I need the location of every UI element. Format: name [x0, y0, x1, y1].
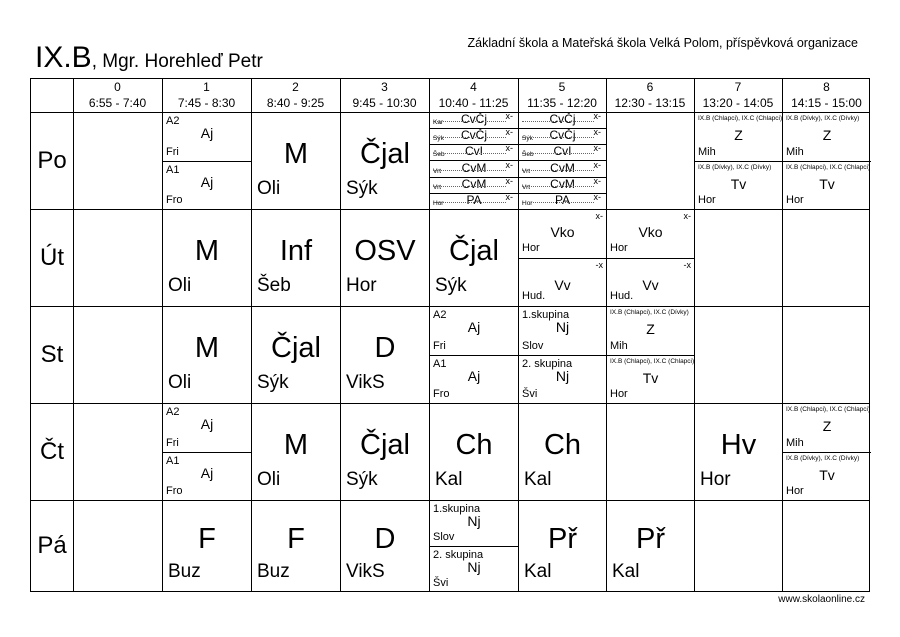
lesson-teacher: Buz — [168, 561, 201, 582]
dotted-divider — [433, 153, 506, 154]
lesson-teacher: Fri — [166, 145, 179, 158]
lesson-subject: Tv — [819, 175, 835, 192]
period-number: 4 — [470, 80, 477, 94]
class-name: IX.B — [35, 41, 92, 74]
lesson-cell[interactable] — [163, 162, 251, 211]
dotted-divider — [522, 121, 594, 122]
period-number: 7 — [734, 80, 742, 94]
lesson-subject: CvM — [461, 176, 487, 191]
lesson-teacher: Vrt — [522, 167, 531, 175]
lesson-subject: Aj — [200, 416, 214, 432]
dotted-divider — [522, 202, 594, 203]
lesson-cell[interactable] — [252, 113, 340, 210]
lesson-cell[interactable] — [252, 501, 340, 593]
lesson-cell[interactable] — [163, 307, 251, 404]
lesson-cell[interactable] — [430, 210, 518, 307]
lesson-group: IX.B (Dívky), IX.C (Dívky) — [786, 454, 860, 462]
lesson-group: 2. skupina — [433, 549, 484, 561]
lesson-subject: Ch — [543, 428, 582, 461]
lesson-teacher: Švi — [433, 577, 449, 589]
lesson-teacher: Hud. — [522, 290, 546, 302]
lesson-mark: -x — [595, 259, 603, 270]
lesson-cell[interactable] — [519, 501, 606, 593]
day-label: Čt — [40, 437, 64, 465]
lesson-cell[interactable] — [163, 404, 251, 453]
period-time: 14:15 - 15:00 — [791, 96, 862, 110]
period-time: 7:45 - 8:30 — [177, 96, 236, 110]
lesson-teacher: Oli — [168, 372, 192, 393]
period-number: 6 — [646, 80, 654, 94]
lesson-teacher: Hor — [346, 275, 377, 296]
lesson-subject: Z — [822, 418, 832, 434]
lesson-subject: Z — [646, 321, 655, 337]
lesson-teacher: Mih — [786, 145, 804, 158]
lesson-teacher: Fro — [433, 388, 450, 400]
lesson-subject: CvM — [550, 176, 575, 191]
lesson-teacher: Fro — [166, 194, 183, 206]
day-label: Po — [37, 146, 67, 174]
lesson-subject: PA — [554, 192, 571, 207]
lesson-teacher: Fri — [433, 339, 446, 352]
day-label: Pá — [37, 532, 67, 559]
lesson-mark: x- — [505, 191, 513, 202]
lesson-subject: Hv — [720, 428, 757, 461]
lesson-mark: x- — [593, 127, 601, 138]
lesson-subject: M — [194, 234, 220, 267]
period-time: 13:20 - 14:05 — [702, 96, 774, 110]
lesson-cell[interactable] — [252, 307, 340, 404]
lesson-cell[interactable] — [430, 307, 518, 356]
lesson-subject: Tv — [642, 369, 659, 386]
lesson-group: IX.B (Chlapci), IX.C (Chlapci) — [786, 406, 871, 413]
dotted-divider — [522, 186, 594, 187]
lesson-cell[interactable] — [519, 210, 606, 259]
lesson-mark: x- — [505, 127, 513, 138]
lesson-cell[interactable] — [163, 113, 251, 162]
lesson-cell[interactable] — [519, 356, 606, 405]
lesson-mark: x- — [505, 111, 513, 121]
lesson-group: IX.B (Chlapci), IX.C (Chlapci) — [698, 115, 783, 122]
lesson-cell[interactable] — [783, 404, 871, 453]
lesson-teacher: Hor — [522, 199, 533, 207]
dotted-divider — [433, 121, 506, 122]
lesson-subject: Př — [548, 523, 577, 555]
lesson-group: A1 — [166, 163, 180, 176]
period-number: 2 — [292, 80, 299, 94]
period-time: 8:40 - 9:25 — [266, 96, 325, 110]
lesson-subject: Nj — [467, 559, 481, 575]
lesson-subject: PA — [466, 192, 482, 207]
lesson-group: IX.B (Chlapci), IX.C (Dívky) — [610, 309, 689, 316]
lesson-mark: x- — [593, 175, 601, 186]
period-number: 5 — [558, 80, 566, 94]
lesson-subject: M — [283, 428, 309, 461]
lesson-subject: Vko — [638, 224, 663, 240]
lesson-teacher: Sýk — [522, 135, 533, 143]
lesson-cell[interactable] — [519, 259, 606, 308]
lesson-teacher: Hor — [610, 241, 628, 254]
lesson-group: A1 — [433, 357, 447, 370]
lesson-subject: CvM — [461, 160, 487, 175]
lesson-teacher: Kal — [612, 561, 640, 582]
lesson-subject: Z — [734, 127, 743, 143]
dotted-divider — [522, 137, 594, 138]
lesson-teacher: Šeb — [433, 151, 445, 159]
lesson-subject: Ch — [455, 428, 493, 461]
lesson-mark: x- — [593, 111, 601, 121]
lesson-subject: Čjal — [360, 137, 410, 170]
lesson-teacher: Švi — [522, 388, 538, 400]
period-time: 6:55 - 7:40 — [88, 96, 147, 110]
school-name: Základní škola a Mateřská škola Velká Polom, příspěvková organizace — [467, 36, 858, 50]
lesson-mark: -x — [683, 259, 691, 270]
lesson-subject: Aj — [200, 173, 214, 190]
lesson-teacher: Fro — [166, 485, 183, 497]
lesson-subject: M — [194, 331, 220, 364]
lesson-group: IX.B (Chlapci), IX.C (Chlapci) — [786, 163, 871, 171]
period-time: 12:30 - 13:15 — [614, 96, 686, 110]
lesson-teacher: Buz — [257, 561, 290, 582]
lesson-teacher: Sýk — [435, 275, 467, 296]
dotted-divider — [522, 170, 594, 171]
lesson-teacher: Sýk — [346, 178, 378, 199]
lesson-subject: CvI — [465, 144, 483, 159]
footer-link[interactable]: www.skolaonline.cz — [778, 594, 865, 605]
lesson-teacher: Hor — [522, 241, 540, 254]
class-title — [35, 40, 263, 80]
lesson-teacher: Oli — [257, 469, 281, 490]
lesson-cell[interactable] — [252, 210, 340, 307]
lesson-teacher: Oli — [257, 178, 281, 199]
lesson-teacher: Hor — [700, 469, 731, 490]
dotted-divider — [522, 153, 594, 154]
lesson-subject: Nj — [467, 513, 481, 529]
lesson-subject: Tv — [819, 466, 835, 483]
lesson-subject: Tv — [730, 175, 747, 192]
lesson-teacher: Kar — [433, 119, 444, 127]
lesson-subject: Nj — [555, 319, 570, 335]
lesson-teacher: Hor — [610, 388, 628, 400]
lesson-subject: F — [198, 523, 216, 555]
lesson-teacher: Sýk — [257, 372, 289, 393]
lesson-cell[interactable] — [341, 501, 429, 593]
lesson-cell[interactable] — [607, 210, 694, 259]
lesson-teacher: Hor — [433, 199, 444, 207]
lesson-group: 1.skupina — [522, 309, 570, 321]
lesson-cell[interactable] — [607, 259, 694, 308]
lesson-mark: x- — [593, 159, 601, 170]
lesson-teacher: Šeb — [257, 275, 291, 296]
lesson-subject: Př — [636, 523, 665, 555]
lesson-cell[interactable] — [430, 501, 518, 547]
lesson-cell[interactable] — [430, 356, 518, 405]
lesson-group: A2 — [433, 309, 447, 321]
class-teacher: , Mgr. Horehleď Petr — [91, 51, 263, 72]
lesson-cell[interactable] — [783, 113, 871, 162]
lesson-subject: Vv — [554, 276, 571, 293]
lesson-mark: x- — [505, 159, 513, 170]
lesson-subject: CvM — [550, 160, 575, 175]
period-time: 11:35 - 12:20 — [527, 96, 597, 110]
lesson-cell[interactable] — [341, 210, 429, 307]
lesson-teacher: Hor — [786, 485, 804, 497]
lesson-cell[interactable] — [607, 307, 694, 356]
lesson-cell[interactable] — [341, 404, 429, 501]
lesson-mark: x- — [595, 211, 603, 221]
lesson-teacher: Fri — [166, 436, 179, 449]
lesson-mark: x- — [505, 143, 513, 154]
lesson-teacher: Hor — [698, 194, 716, 206]
lesson-subject: Aj — [467, 367, 481, 384]
lesson-group: IX.B (Dívky), IX.C (Dívky) — [698, 163, 772, 171]
lesson-teacher: VikS — [346, 372, 385, 393]
lesson-teacher: Kal — [435, 469, 463, 490]
lesson-teacher: Vrt — [433, 167, 442, 175]
lesson-teacher: Mih — [786, 436, 804, 449]
dotted-divider — [433, 202, 506, 203]
dotted-divider — [433, 170, 506, 171]
lesson-group: 2. skupina — [522, 357, 573, 370]
lesson-subject: D — [374, 331, 396, 364]
period-number: 8 — [823, 80, 830, 94]
day-label: Út — [40, 243, 64, 271]
lesson-teacher: Šeb — [522, 151, 534, 159]
lesson-cell[interactable] — [430, 547, 518, 593]
lesson-subject: Z — [822, 127, 832, 143]
lesson-subject: Čjal — [449, 234, 499, 267]
lesson-cell[interactable] — [430, 404, 518, 501]
lesson-cell[interactable] — [519, 404, 606, 501]
lesson-group: IX.B (Dívky), IX.C (Dívky) — [786, 115, 860, 122]
lesson-teacher: Kal — [524, 561, 552, 582]
lesson-subject: Čjal — [271, 331, 321, 364]
period-time: 9:45 - 10:30 — [352, 96, 417, 110]
lesson-subject: D — [374, 523, 396, 555]
lesson-subject: Aj — [200, 464, 214, 481]
lesson-cell[interactable] — [341, 307, 429, 404]
grid-col-line — [73, 79, 74, 591]
lesson-group: IX.B (Chlapci), IX.C (Chlapci) — [610, 357, 695, 365]
lesson-subject: M — [283, 137, 309, 170]
lesson-mark: x- — [683, 211, 691, 221]
lesson-teacher: Mih — [610, 339, 628, 352]
lesson-subject: Nj — [555, 367, 570, 384]
period-number: 3 — [381, 80, 388, 94]
dotted-divider — [433, 186, 506, 187]
lesson-cell[interactable] — [695, 113, 782, 162]
lesson-mark: x- — [505, 175, 513, 186]
lesson-teacher: Sýk — [433, 135, 444, 143]
lesson-cell[interactable] — [163, 453, 251, 502]
period-number: 1 — [203, 80, 210, 94]
lesson-teacher: Sýk — [346, 469, 378, 490]
lesson-group: A1 — [166, 454, 180, 467]
lesson-teacher: Slov — [433, 531, 455, 543]
dotted-divider — [433, 137, 506, 138]
lesson-subject: F — [287, 523, 305, 555]
lesson-cell[interactable] — [519, 307, 606, 356]
lesson-subject: Inf — [279, 234, 313, 267]
lesson-subject: CvČj — [461, 128, 487, 143]
lesson-teacher: Hor — [786, 194, 804, 206]
lesson-subject: Aj — [467, 319, 481, 335]
lesson-group: A2 — [166, 115, 180, 127]
lesson-subject: CvČj — [549, 128, 576, 143]
lesson-cell[interactable] — [695, 162, 782, 211]
lesson-subject: OSV — [354, 234, 416, 267]
day-label: St — [40, 340, 64, 368]
lesson-cell[interactable] — [783, 453, 871, 502]
lesson-cell[interactable] — [163, 210, 251, 307]
lesson-teacher: Vrt — [522, 183, 531, 191]
lesson-cell[interactable] — [163, 501, 251, 593]
lesson-cell[interactable] — [783, 162, 871, 211]
lesson-subject: Čjal — [360, 428, 410, 461]
lesson-cell[interactable] — [695, 404, 782, 501]
lesson-group: 1.skupina — [433, 503, 481, 515]
lesson-teacher: Hud. — [610, 290, 634, 302]
period-time: 10:40 - 11:25 — [438, 96, 509, 110]
lesson-teacher: Vrt — [433, 183, 442, 191]
lesson-teacher: Oli — [168, 275, 192, 296]
lesson-cell[interactable] — [607, 356, 694, 405]
lesson-subject: CvČj — [549, 112, 576, 126]
lesson-subject: Aj — [200, 125, 214, 141]
lesson-teacher: Kal — [524, 469, 552, 490]
lesson-teacher: Mih — [698, 145, 716, 158]
lesson-group: A2 — [166, 406, 180, 418]
lesson-subject: Vko — [550, 224, 575, 240]
lesson-teacher: Slov — [522, 339, 544, 352]
timetable-grid — [30, 78, 870, 592]
lesson-subject: CvI — [553, 144, 572, 159]
lesson-cell[interactable] — [519, 191, 606, 210]
period-number: 0 — [114, 80, 121, 94]
lesson-subject: Vv — [642, 276, 659, 293]
lesson-subject: CvČj — [461, 112, 487, 126]
lesson-mark: x- — [593, 191, 601, 202]
lesson-teacher: VikS — [346, 561, 385, 582]
lesson-cell[interactable] — [430, 191, 518, 210]
lesson-cell[interactable] — [252, 404, 340, 501]
lesson-cell[interactable] — [607, 501, 694, 593]
lesson-cell[interactable] — [341, 113, 429, 210]
lesson-mark: x- — [593, 143, 601, 154]
